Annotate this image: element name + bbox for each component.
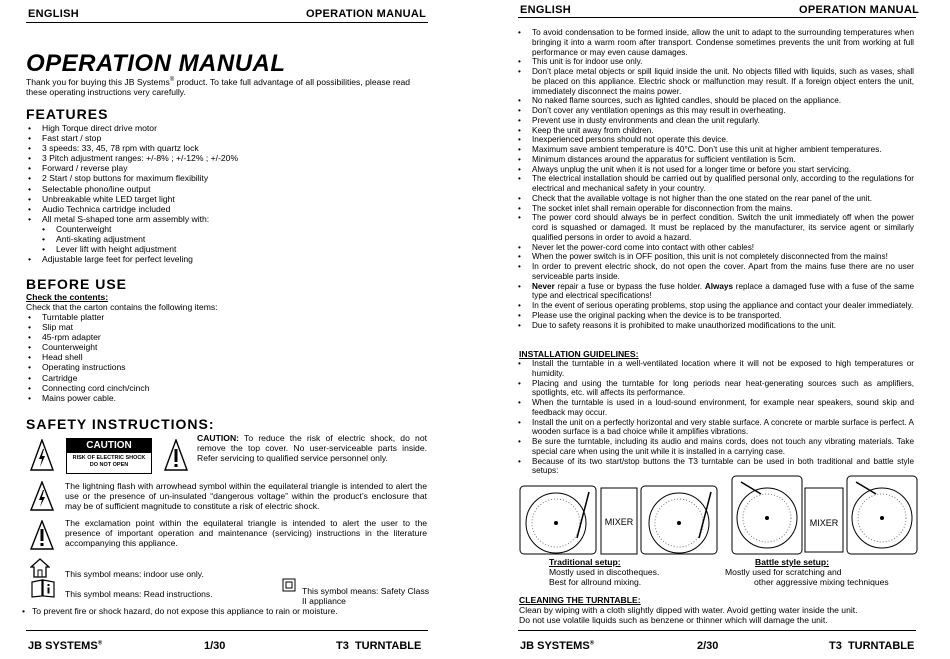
list-item: • Lever lift with height adjustment xyxy=(26,244,426,254)
list-item: • 2 Start / stop buttons for maximum flexibility xyxy=(26,173,426,183)
cleaning-line-2: Do not use volatile liquids such as benzene or thinner which will damage the unit. xyxy=(519,615,828,625)
cleaning-heading: CLEANING THE TURNTABLE: xyxy=(519,595,641,605)
list-item: • Don’t cover any ventilation openings as this may result in overheating. xyxy=(516,106,914,116)
lightning-triangle-icon xyxy=(30,481,54,511)
install-list xyxy=(516,359,914,476)
list-item: • Turntable platter xyxy=(26,312,426,322)
battle-setup-illustration xyxy=(731,474,919,556)
list-item: • 3 speeds: 33, 45, 78 rpm with quartz lock xyxy=(26,143,426,153)
install-heading: INSTALLATION GUIDELINES: xyxy=(519,349,639,359)
list-item: • Due to safety reasons it is prohibited to make unauthorized modifications to the unit. xyxy=(516,321,914,331)
caution-text: CAUTION: To reduce the risk of electric shock, do not remove the top cover. No user-serviceable parts inside. Refer servicing to qualified service personnel only. xyxy=(197,433,427,464)
list-item: • In the event of serious operating problems, stop using the appliance and contact your dealer immediately. xyxy=(516,301,914,311)
lightning-warning-icon xyxy=(30,439,54,471)
exclamation-text: The exclamation point within the equilateral triangle is intended to alert the user to the presence of important operation and maintenance (servicing) instructions in the literature accompanying this appliance. xyxy=(65,518,427,549)
list-item: • To avoid condensation to be formed inside, allow the unit to adapt to the surrounding temperatures when bringing it into a warm room after transport. Condense sometimes prevents the unit from working at full performance or may even cause damages. xyxy=(516,28,914,57)
list-item: • Always unplug the unit when it is not used for a longer time or before you start servicing. xyxy=(516,165,914,175)
list-item: • Because of its two start/stop buttons the T3 turntable can be used in both traditional and battle style setups: xyxy=(516,457,914,477)
list-item: • Be sure the turntable, including its audio and mains cords, does not touch any vibrating materials. Take special care when using the unit while it is installed in a carrying case. xyxy=(516,437,914,457)
list-item: • Please use the original packing when the device is to be transported. xyxy=(516,311,914,321)
list-item: • Adjustable large feet for perfect leveling xyxy=(26,254,426,264)
traditional-line-2: Best for allround mixing. xyxy=(549,577,642,587)
moisture-warning xyxy=(20,606,430,616)
contents-list xyxy=(26,312,426,403)
exclamation-triangle-icon xyxy=(30,520,54,550)
traditional-setup-illustration xyxy=(519,478,719,556)
cleaning-line-1: Clean by wiping with a cloth slightly dipped with water. Avoid getting water inside the unit. xyxy=(519,605,858,615)
list-item: • Minimum distances around the apparatus for sufficient ventilation is 5cm. xyxy=(516,155,914,165)
class-two-text: This symbol means: Safety Class II appliance xyxy=(302,586,430,607)
list-item: • Cartridge xyxy=(26,373,426,383)
header-rule xyxy=(26,22,428,23)
header-manual: OPERATION MANUAL xyxy=(799,4,920,16)
footer-model: T3 TURNTABLE xyxy=(829,640,915,652)
list-item: • Selectable phono/line output xyxy=(26,184,426,194)
list-item: • Don’t place metal objects or spill liquid inside the unit. No objects filled with liquids, such as vases, shall be placed on this appliance. Electric shock or malfunction may result. If a foreign object enters the unit, immediately disconnect the mains power. xyxy=(516,67,914,96)
list-item: • No naked flame sources, such as lighted candles, should be placed on the appliance. xyxy=(516,96,914,106)
list-item: • Install the turntable in a well-ventilated location where it will not be exposed to high temperatures or humidity. xyxy=(516,359,914,379)
list-item: • In order to prevent electric shock, do not open the cover. Apart from the mains fuse there are no user serviceable parts inside. xyxy=(516,262,914,282)
footer-page-number: 2/30 xyxy=(697,640,719,652)
caution-label: CAUTION RISK OF ELECTRIC SHOCK DO NOT OPEN xyxy=(66,438,152,474)
lightning-text: The lightning flash with arrowhead symbol within the equilateral triangle is intended to alert the use or the presence of un-insulated “dangerous voltage” within the product’s enclosure that may be of sufficient magnitude to constitute a risk of electric shock. xyxy=(65,481,427,512)
footer-brand: JB SYSTEMS® xyxy=(520,640,595,652)
list-item: • Counterweight xyxy=(26,224,426,234)
header-rule xyxy=(518,17,916,18)
list-item: • Maximum save ambient temperature is 40°C. Don’t use this unit at higher ambient temperatures. xyxy=(516,145,914,155)
list-item: • Connecting cord cinch/cinch xyxy=(26,383,426,393)
safety-heading: SAFETY INSTRUCTIONS: xyxy=(26,416,215,432)
list-item: • Never let the power-cord come into contact with other cables! xyxy=(516,243,914,253)
list-item: • Slip mat xyxy=(26,322,426,332)
list-item: • Fast start / stop xyxy=(26,133,426,143)
list-item: • Placing and using the turntable for long periods near heat-generating sources such as amplifiers, spotlights, etc. will affects its performance. xyxy=(516,379,914,399)
list-item: • Mains power cable. xyxy=(26,393,426,403)
battle-line-1: Mostly used for scratching and xyxy=(725,567,842,577)
mixer-label: MIXER xyxy=(604,517,634,527)
intro-text: Thank you for buying this JB Systems® product. To take full advantage of all possibilities, please read these operating instructions very carefully. xyxy=(26,76,411,97)
before-use-heading: BEFORE USE xyxy=(26,276,128,292)
list-item: • Prevent use in dusty environments and clean the unit regularly. xyxy=(516,116,914,126)
list-item: • 45-rpm adapter xyxy=(26,332,426,342)
list-item: • Inexperienced persons should not operate this device. xyxy=(516,135,914,145)
header-language: ENGLISH xyxy=(520,4,571,16)
read-instructions-icon xyxy=(30,578,56,598)
list-item: • The socket inlet shall remain operable for disconnection from the mains. xyxy=(516,204,914,214)
footer-model: T3 TURNTABLE xyxy=(336,640,422,652)
list-item: • Operating instructions xyxy=(26,362,426,372)
list-item: • When the power switch is in OFF position, this unit is not completely disconnected from the mains! xyxy=(516,252,914,262)
list-item: • 3 Pitch adjustment ranges: +/-8% ; +/-12% ; +/-20% xyxy=(26,153,426,163)
exclamation-warning-icon xyxy=(164,439,188,471)
list-item: • When the turntable is used in a loud-sound environment, for example near speakers, sound skip and feedback may occur. xyxy=(516,398,914,418)
read-instructions-text: This symbol means: Read instructions. xyxy=(65,589,213,599)
list-item: • Check that the available voltage is not higher than the one stated on the rear panel of the unit. xyxy=(516,194,914,204)
list-item: • Forward / reverse play xyxy=(26,163,426,173)
features-heading: FEATURES xyxy=(26,106,109,122)
contents-intro: Check that the carton contains the following items: xyxy=(26,302,218,312)
traditional-line-1: Mostly used in discotheques. xyxy=(549,567,660,577)
footer-page-number: 1/30 xyxy=(204,640,226,652)
battle-heading: Battle style setup: xyxy=(755,557,830,567)
list-item: • The electrical installation should be carried out by qualified personal only, according to the regulations for electrical and mechanical safety in your country. xyxy=(516,174,914,194)
safety-list xyxy=(516,28,914,330)
footer-brand: JB SYSTEMS® xyxy=(28,640,103,652)
list-item: • High Torque direct drive motor xyxy=(26,123,426,133)
page-right xyxy=(475,0,950,659)
list-item: • All metal S-shaped tone arm assembly with: xyxy=(26,214,426,224)
footer-rule xyxy=(26,630,428,631)
contents-heading: Check the contents: xyxy=(26,292,109,302)
list-item: • This unit is for indoor use only. xyxy=(516,57,914,67)
list-item: • Never repair a fuse or bypass the fuse holder. Always replace a damaged fuse with a fuse of the same type and electrical specifications! xyxy=(516,282,914,302)
list-item: • Unbreakable white LED target light xyxy=(26,194,426,204)
list-item: • Anti-skating adjustment xyxy=(26,234,426,244)
list-item: • The power cord should always be in perfect condition. Switch the unit immediately off when the power cord is squashed or damaged. It must be replaced by the manufacturer, its service agent or similarly qualified persons in order to avoid a hazard. xyxy=(516,213,914,242)
list-item: • Install the unit on a perfectly horizontal and very stable surface. A concrete or marble surface is perfect. A wooden surface is a bad choice while it amplifies vibrations. xyxy=(516,418,914,438)
list-item: • To prevent fire or shock hazard, do not expose this appliance to rain or moisture. xyxy=(20,606,430,616)
list-item: • Audio Technica cartridge included xyxy=(26,204,426,214)
indoor-house-icon xyxy=(30,558,50,578)
features-list xyxy=(26,123,426,264)
header-manual: OPERATION MANUAL xyxy=(306,8,427,20)
footer-rule xyxy=(518,630,916,631)
class-two-icon xyxy=(282,578,296,592)
list-item: • Head shell xyxy=(26,352,426,362)
traditional-heading: Traditional setup: xyxy=(549,557,621,567)
header-language: ENGLISH xyxy=(28,8,79,20)
page-title: OPERATION MANUAL xyxy=(26,50,286,77)
mixer-label: MIXER xyxy=(809,518,839,528)
battle-line-2: other aggressive mixing techniques xyxy=(754,577,889,587)
list-item: • Counterweight xyxy=(26,342,426,352)
list-item: • Keep the unit away from children. xyxy=(516,126,914,136)
indoor-text: This symbol means: indoor use only. xyxy=(65,569,204,579)
